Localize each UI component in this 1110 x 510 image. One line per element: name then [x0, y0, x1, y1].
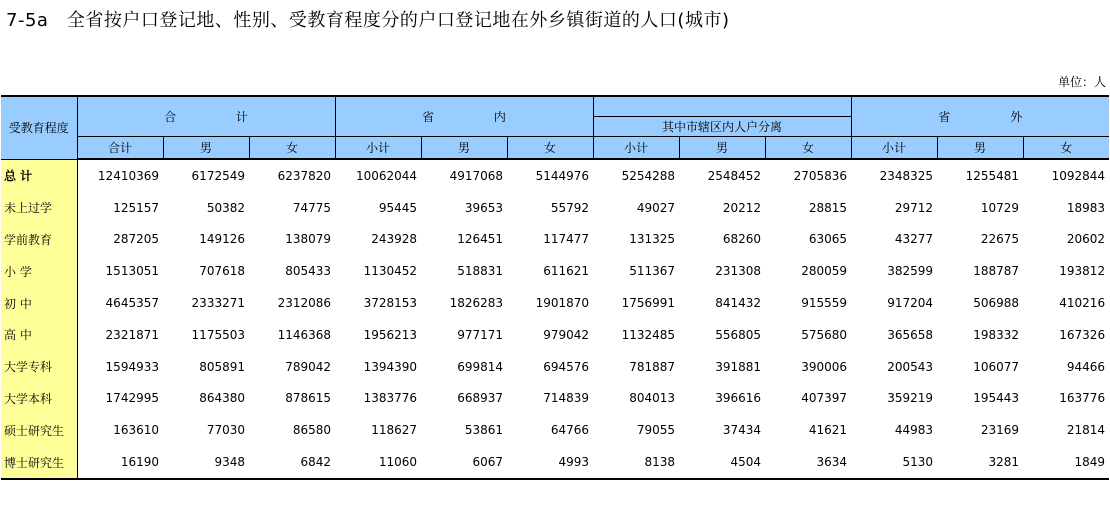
- table-cell: 668937: [457, 391, 504, 406]
- table-cell: 10062044: [355, 168, 418, 183]
- table-cell: 878615: [285, 391, 332, 406]
- row-label: 未上过学: [1, 192, 77, 224]
- table-cell: 280059: [801, 264, 848, 279]
- table-cell: 805433: [285, 264, 332, 279]
- table-cell: 6842: [249, 446, 335, 479]
- table-cell: 575680: [801, 327, 848, 342]
- table-cell: 167326: [1059, 327, 1106, 342]
- table-cell: 41621: [808, 423, 848, 438]
- table-cell: 864380: [199, 391, 245, 406]
- table-cell: 43277: [894, 232, 934, 247]
- table-cell: 195443: [973, 391, 1020, 406]
- table-cell: 74775: [292, 200, 332, 215]
- table-cell: 4645357: [105, 296, 159, 311]
- table-row: [1, 287, 1109, 319]
- table-cell: 977171: [457, 327, 504, 342]
- table-cell: 21814: [1066, 423, 1106, 438]
- table-cell: 391881: [715, 359, 762, 374]
- column-header: 男: [937, 137, 1023, 160]
- table-cell: 714839: [543, 391, 590, 406]
- table-cell: 707618: [199, 264, 245, 279]
- table-cell: 16190: [77, 446, 163, 479]
- table-cell: 1255481: [965, 168, 1020, 183]
- table-cell: 804013: [629, 391, 676, 406]
- table-cell: 5254288: [621, 168, 676, 183]
- table-cell: 506988: [973, 296, 1020, 311]
- row-label: 大学专科: [1, 351, 77, 383]
- table-cell: 1383776: [363, 391, 418, 406]
- table-cell: 77030: [206, 423, 245, 438]
- table-row: [1, 319, 1109, 351]
- column-header: 男: [679, 137, 765, 160]
- table-cell: 699814: [457, 359, 504, 374]
- table-cell: 1901870: [535, 296, 590, 311]
- table-cell: 781887: [629, 359, 676, 374]
- group-header-total: 合 计: [77, 96, 335, 137]
- row-label: 学前教育: [1, 224, 77, 256]
- table-cell: 68260: [722, 232, 762, 247]
- group-header-province-in: 省 内: [335, 96, 593, 137]
- table-cell: 1132485: [621, 327, 676, 342]
- table-cell: 149126: [199, 232, 245, 247]
- table-cell: 2348325: [879, 168, 934, 183]
- table-cell: 1513051: [105, 264, 159, 279]
- table-cell: 37434: [722, 423, 762, 438]
- table-cell: 39653: [464, 200, 504, 215]
- table-cell: 694576: [543, 359, 590, 374]
- table-row: [1, 383, 1109, 415]
- group-header-city-sub: 其中市辖区内人户分离: [593, 117, 851, 137]
- table-cell: 6237820: [277, 168, 332, 183]
- table-row: [1, 414, 1109, 446]
- row-label: 硕士研究生: [1, 414, 77, 446]
- table-cell: 28815: [808, 200, 848, 215]
- table-cell: 20212: [722, 200, 762, 215]
- unit-label: 单位：人: [1057, 75, 1106, 89]
- table-cell: 10729: [980, 200, 1020, 215]
- column-header: 女: [507, 137, 593, 160]
- table-cell: 29712: [894, 200, 934, 215]
- table-cell: 64766: [550, 423, 590, 438]
- table-cell: 3728153: [363, 296, 418, 311]
- table-row: [1, 224, 1109, 256]
- table-cell: 410216: [1059, 296, 1106, 311]
- column-header: 小计: [335, 137, 421, 160]
- table-cell: 118627: [371, 423, 418, 438]
- table-cell: 49027: [636, 200, 676, 215]
- table-cell: 6067: [421, 446, 507, 479]
- table-cell: 8138: [593, 446, 679, 479]
- table-cell: 3634: [765, 446, 851, 479]
- table-cell: 193812: [1059, 264, 1106, 279]
- row-label: 高 中: [1, 319, 77, 351]
- table-cell: 2705836: [793, 168, 848, 183]
- table-cell: 20602: [1066, 232, 1106, 247]
- table-cell: 2321871: [105, 327, 159, 342]
- table-cell: 6172549: [191, 168, 245, 183]
- table-cell: 4917068: [449, 168, 504, 183]
- table-cell: 2312086: [277, 296, 332, 311]
- table-cell: 382599: [887, 264, 934, 279]
- table-cell: 12410369: [97, 168, 159, 183]
- table-cell: 163776: [1059, 391, 1106, 406]
- table-row: [1, 192, 1109, 224]
- table-cell: 1130452: [363, 264, 418, 279]
- table-cell: 365658: [887, 327, 934, 342]
- table-row: [1, 351, 1109, 383]
- table-cell: 106077: [973, 359, 1020, 374]
- column-header: 女: [249, 137, 335, 160]
- table-row: [1, 446, 1109, 479]
- column-header: 男: [163, 137, 249, 160]
- column-header: 小计: [593, 137, 679, 160]
- table-body: [1, 159, 1109, 479]
- page-title: 7-5a 全省按户口登记地、性别、受教育程度分的户口登记地在外乡镇街道的人口(城市): [6, 10, 730, 31]
- row-label: 博士研究生: [1, 446, 77, 479]
- table-cell: 359219: [887, 391, 934, 406]
- population-table: [1, 95, 1109, 480]
- row-label: 大学本科: [1, 383, 77, 415]
- table-cell: 1092844: [1051, 168, 1106, 183]
- table-cell: 518831: [457, 264, 504, 279]
- table-cell: 2333271: [191, 296, 245, 311]
- table-cell: 805891: [199, 359, 245, 374]
- table-row: [1, 255, 1109, 287]
- row-label: 初 中: [1, 287, 77, 319]
- table-cell: 126451: [457, 232, 504, 247]
- table-cell: 63065: [808, 232, 848, 247]
- table-cell: 1826283: [449, 296, 504, 311]
- column-header-row: [1, 137, 1109, 160]
- column-header: 小计: [851, 137, 937, 160]
- table-cell: 198332: [973, 327, 1020, 342]
- table-cell: 1394390: [363, 359, 418, 374]
- table-cell: 79055: [636, 423, 676, 438]
- column-header: 女: [1023, 137, 1109, 160]
- table-cell: 841432: [715, 296, 762, 311]
- table-cell: 188787: [973, 264, 1020, 279]
- table-cell: 53861: [464, 423, 504, 438]
- table-cell: 1956213: [363, 327, 418, 342]
- table-cell: 231308: [715, 264, 762, 279]
- table-cell: 23169: [980, 423, 1020, 438]
- table-cell: 1146368: [277, 327, 332, 342]
- table-cell: 22675: [980, 232, 1020, 247]
- table-cell: 18983: [1066, 200, 1106, 215]
- table-cell: 1175503: [191, 327, 245, 342]
- table-cell: 4993: [507, 446, 593, 479]
- column-header: 女: [765, 137, 851, 160]
- table-cell: 117477: [543, 232, 590, 247]
- table-cell: 4504: [679, 446, 765, 479]
- table-cell: 5144976: [535, 168, 590, 183]
- table-cell: 979042: [543, 327, 590, 342]
- table-cell: 611621: [543, 264, 590, 279]
- table-cell: 1849: [1023, 446, 1109, 479]
- table-cell: 138079: [285, 232, 332, 247]
- table-cell: 5130: [851, 446, 937, 479]
- table-cell: 1594933: [105, 359, 159, 374]
- row-label-header: 受教育程度: [1, 96, 77, 159]
- table-cell: 407397: [801, 391, 848, 406]
- table-cell: 396616: [715, 391, 762, 406]
- table-cell: 287205: [113, 232, 159, 247]
- table-cell: 95445: [378, 200, 418, 215]
- table-cell: 131325: [629, 232, 676, 247]
- table-cell: 55792: [550, 200, 590, 215]
- table-cell: 917204: [887, 296, 934, 311]
- column-header: 男: [421, 137, 507, 160]
- group-header-city-sub-spacer: [593, 96, 851, 117]
- table-cell: 94466: [1066, 359, 1106, 374]
- column-header: 合计: [77, 137, 163, 160]
- table-cell: 3281: [937, 446, 1023, 479]
- table-cell: 200543: [887, 359, 934, 374]
- table-header: [1, 96, 1109, 159]
- table-cell: 125157: [113, 200, 159, 215]
- table-cell: 86580: [292, 423, 332, 438]
- table-cell: 390006: [801, 359, 848, 374]
- table-cell: 1756991: [621, 296, 676, 311]
- row-label: 小 学: [1, 255, 77, 287]
- table-cell: 915559: [801, 296, 848, 311]
- table-cell: 511367: [629, 264, 676, 279]
- table-cell: 1742995: [105, 391, 159, 406]
- table-cell: 243928: [371, 232, 418, 247]
- table-cell: 50382: [206, 200, 245, 215]
- table-cell: 556805: [715, 327, 762, 342]
- table-cell: 789042: [285, 359, 332, 374]
- group-header-province-out: 省 外: [851, 96, 1109, 137]
- row-label: 总 计: [1, 159, 77, 192]
- table-cell: 11060: [335, 446, 421, 479]
- table-row: [1, 159, 1109, 192]
- table-cell: 2548452: [707, 168, 762, 183]
- table-cell: 9348: [163, 446, 249, 479]
- table-cell: 163610: [113, 423, 159, 438]
- table-cell: 44983: [894, 423, 934, 438]
